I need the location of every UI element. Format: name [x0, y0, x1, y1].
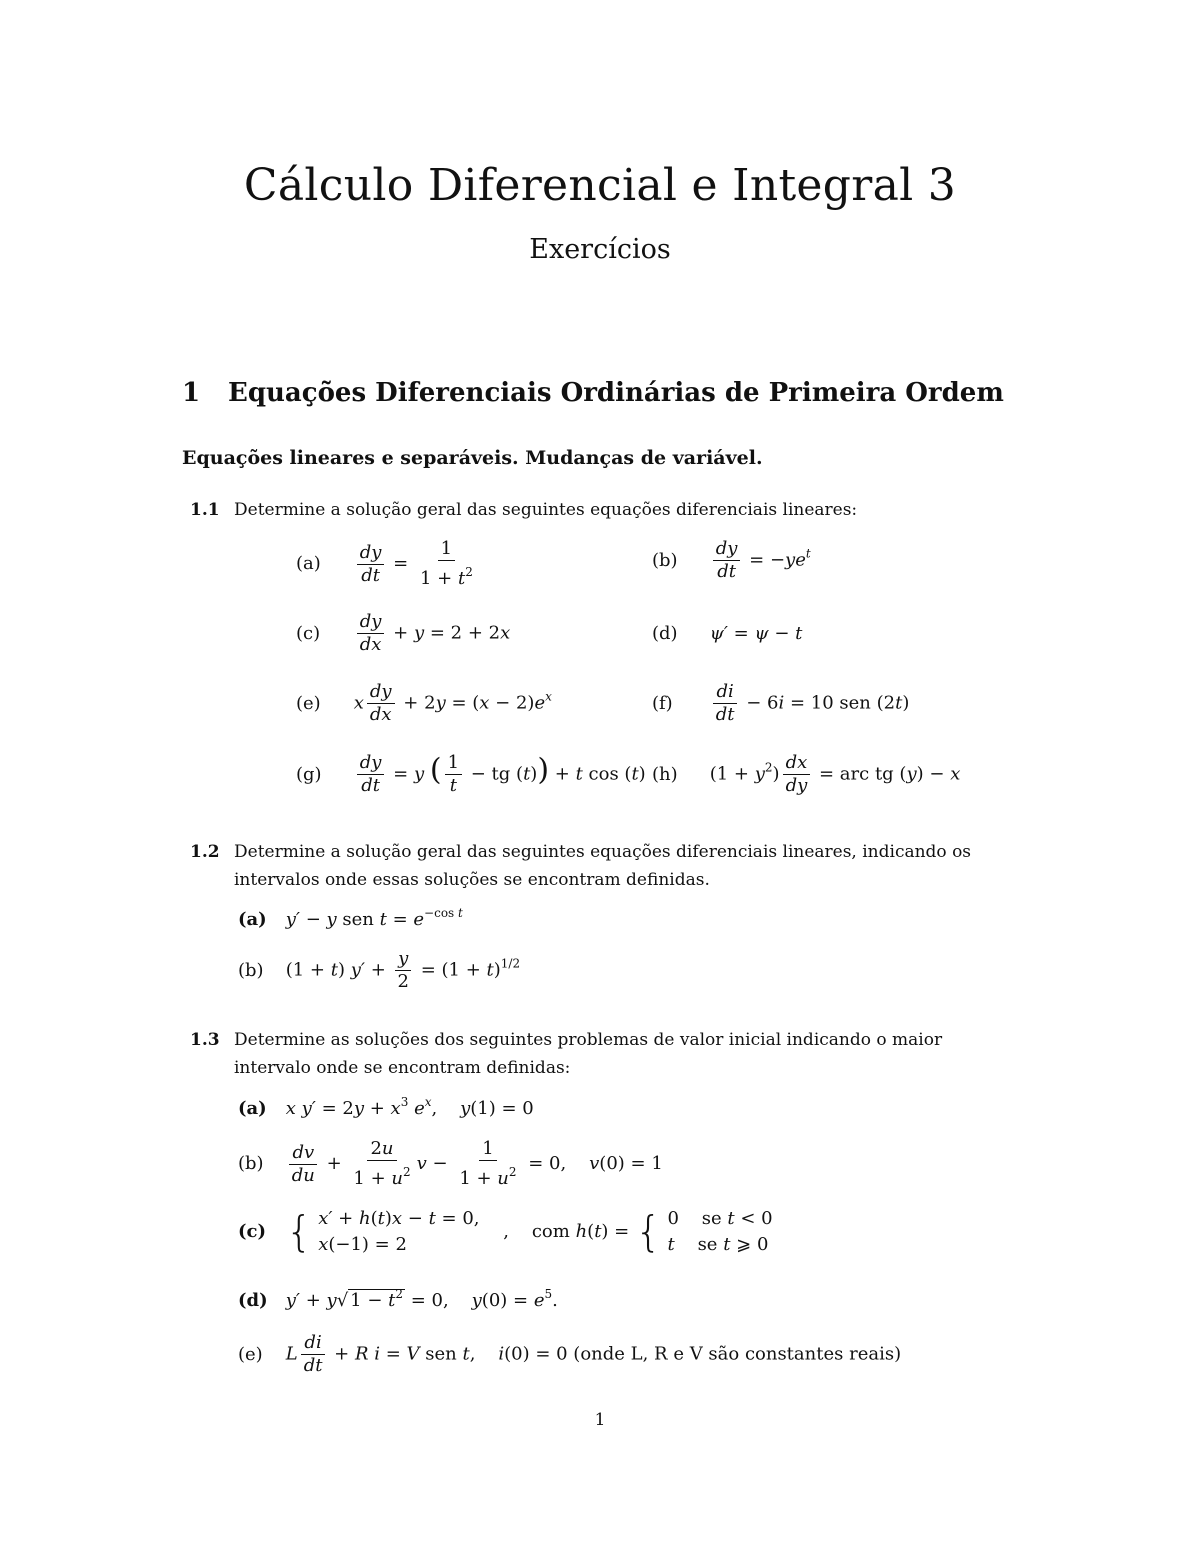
equation-1-3-a: (a) x $y' = 2y + x^3$ $e^x$, y(1) = 0: [238, 1095, 534, 1119]
problem-text: Determine a solução geral das seguintes equações diferenciais lineares:: [234, 500, 858, 520]
equation-note: (onde L, R e V são constantes reais): [573, 1343, 902, 1365]
problem-text-line1: Determine a solução geral das seguintes equações diferenciais lineares, indicando os: [234, 842, 972, 862]
item-label: (f): [652, 692, 673, 714]
equation-1-2-a: (a) y′ − y sen $t = e^{-cos t}$: [238, 906, 463, 930]
item-label: (e): [296, 692, 321, 714]
document-title: Cálculo Diferencial e Integral 3: [243, 160, 957, 211]
problem-1-2-statement: [190, 838, 1030, 894]
item-label: (d): [238, 1290, 268, 1311]
equation-1-3-e: (e) L $\frac{di}{dt}$ + R i = V sen t, i(0) = 0 (onde L, R e V são constantes reais): [238, 1332, 902, 1376]
section-number: 1: [182, 378, 201, 408]
section-title: Equações Diferenciais Ordinárias de Primeira Ordem: [228, 378, 1004, 408]
item-label: (e): [238, 1343, 263, 1365]
item-label: (g): [296, 763, 322, 785]
item-label: (a): [238, 909, 267, 930]
problem-number: 1.2: [190, 842, 220, 862]
problem-1-3-statement: [190, 1026, 1030, 1082]
equation-1-1-a: (a) $\frac{dy}{dt}$ = $\frac{1}{1 + t^2}$: [296, 538, 473, 589]
problem-number: 1.1: [190, 500, 220, 520]
equation-1-3-d: (d) y′ + y√ $1 - t^2 = 0$, $y(0) = e^5$.: [238, 1287, 558, 1311]
page-number: 1: [594, 1410, 606, 1430]
item-label: (h): [652, 763, 678, 785]
problem-text-line2: intervalos onde essas soluções se encontram definidas.: [234, 870, 710, 890]
equation-1-1-f: (f) $\frac{di}{dt}$ − 6i = 10 sen (2t): [652, 681, 910, 725]
subsection-heading: Equações lineares e separáveis. Mudanças de variável.: [182, 447, 763, 469]
document-subtitle: Exercícios: [529, 234, 671, 265]
item-label: (d): [652, 623, 678, 644]
equation-1-1-e: (e) x $\frac{dy}{dx}$ + $2y = (x - 2)e^x$: [296, 681, 552, 725]
equation-1-1-h: (h) $(1 + y^2)$ $\frac{dx}{dy}$ = arc tg (y) − x: [652, 752, 961, 796]
problem-1-1-statement: [190, 496, 857, 524]
equation-1-3-c: (c) { x′ + h(t)x − t = 0, x(−1) = 2 , com h(t) = { 0 se t < 0 t se t ⩾ 0: [238, 1207, 773, 1256]
problem-text-line1: Determine as soluções dos seguintes problemas de valor inicial indicando o maior: [234, 1030, 943, 1050]
problem-number: 1.3: [190, 1030, 220, 1050]
equation-1-1-d: (d) ψ′ = ψ − t: [652, 623, 803, 644]
item-label: (a): [238, 1098, 267, 1119]
item-label: (b): [238, 1153, 264, 1174]
section-heading: [182, 378, 1004, 408]
equation-1-1-c: (c) $\frac{dy}{dx}$ + y = 2 + 2x: [296, 611, 511, 655]
problem-text-line2: intervalo onde se encontram definidas:: [234, 1058, 571, 1078]
item-label: (c): [296, 622, 321, 644]
item-label: (a): [296, 553, 321, 574]
item-label: (b): [652, 549, 678, 571]
item-label: (c): [238, 1221, 266, 1242]
equation-1-3-b: (b) $\frac{dv}{du}$ + $\frac{2u}{1 + u^2}$ v − $\frac{1}{1 + u^2}$ = 0, v(0) = 1: [238, 1138, 663, 1189]
equation-1-1-g: (g) $\frac{dy}{dt}$ = y ( $\frac{1}{t}$ − tg (t)) + t cos (t): [296, 752, 646, 796]
equation-1-1-b: (b) $\frac{dy}{dt}$ = $-ye^t$: [652, 538, 811, 582]
equation-1-2-b: (b) (1 + t) y′ + $\frac{y}{2}$ = $(1 + t)^{1/2}$: [238, 948, 521, 992]
item-label: (b): [238, 959, 264, 981]
